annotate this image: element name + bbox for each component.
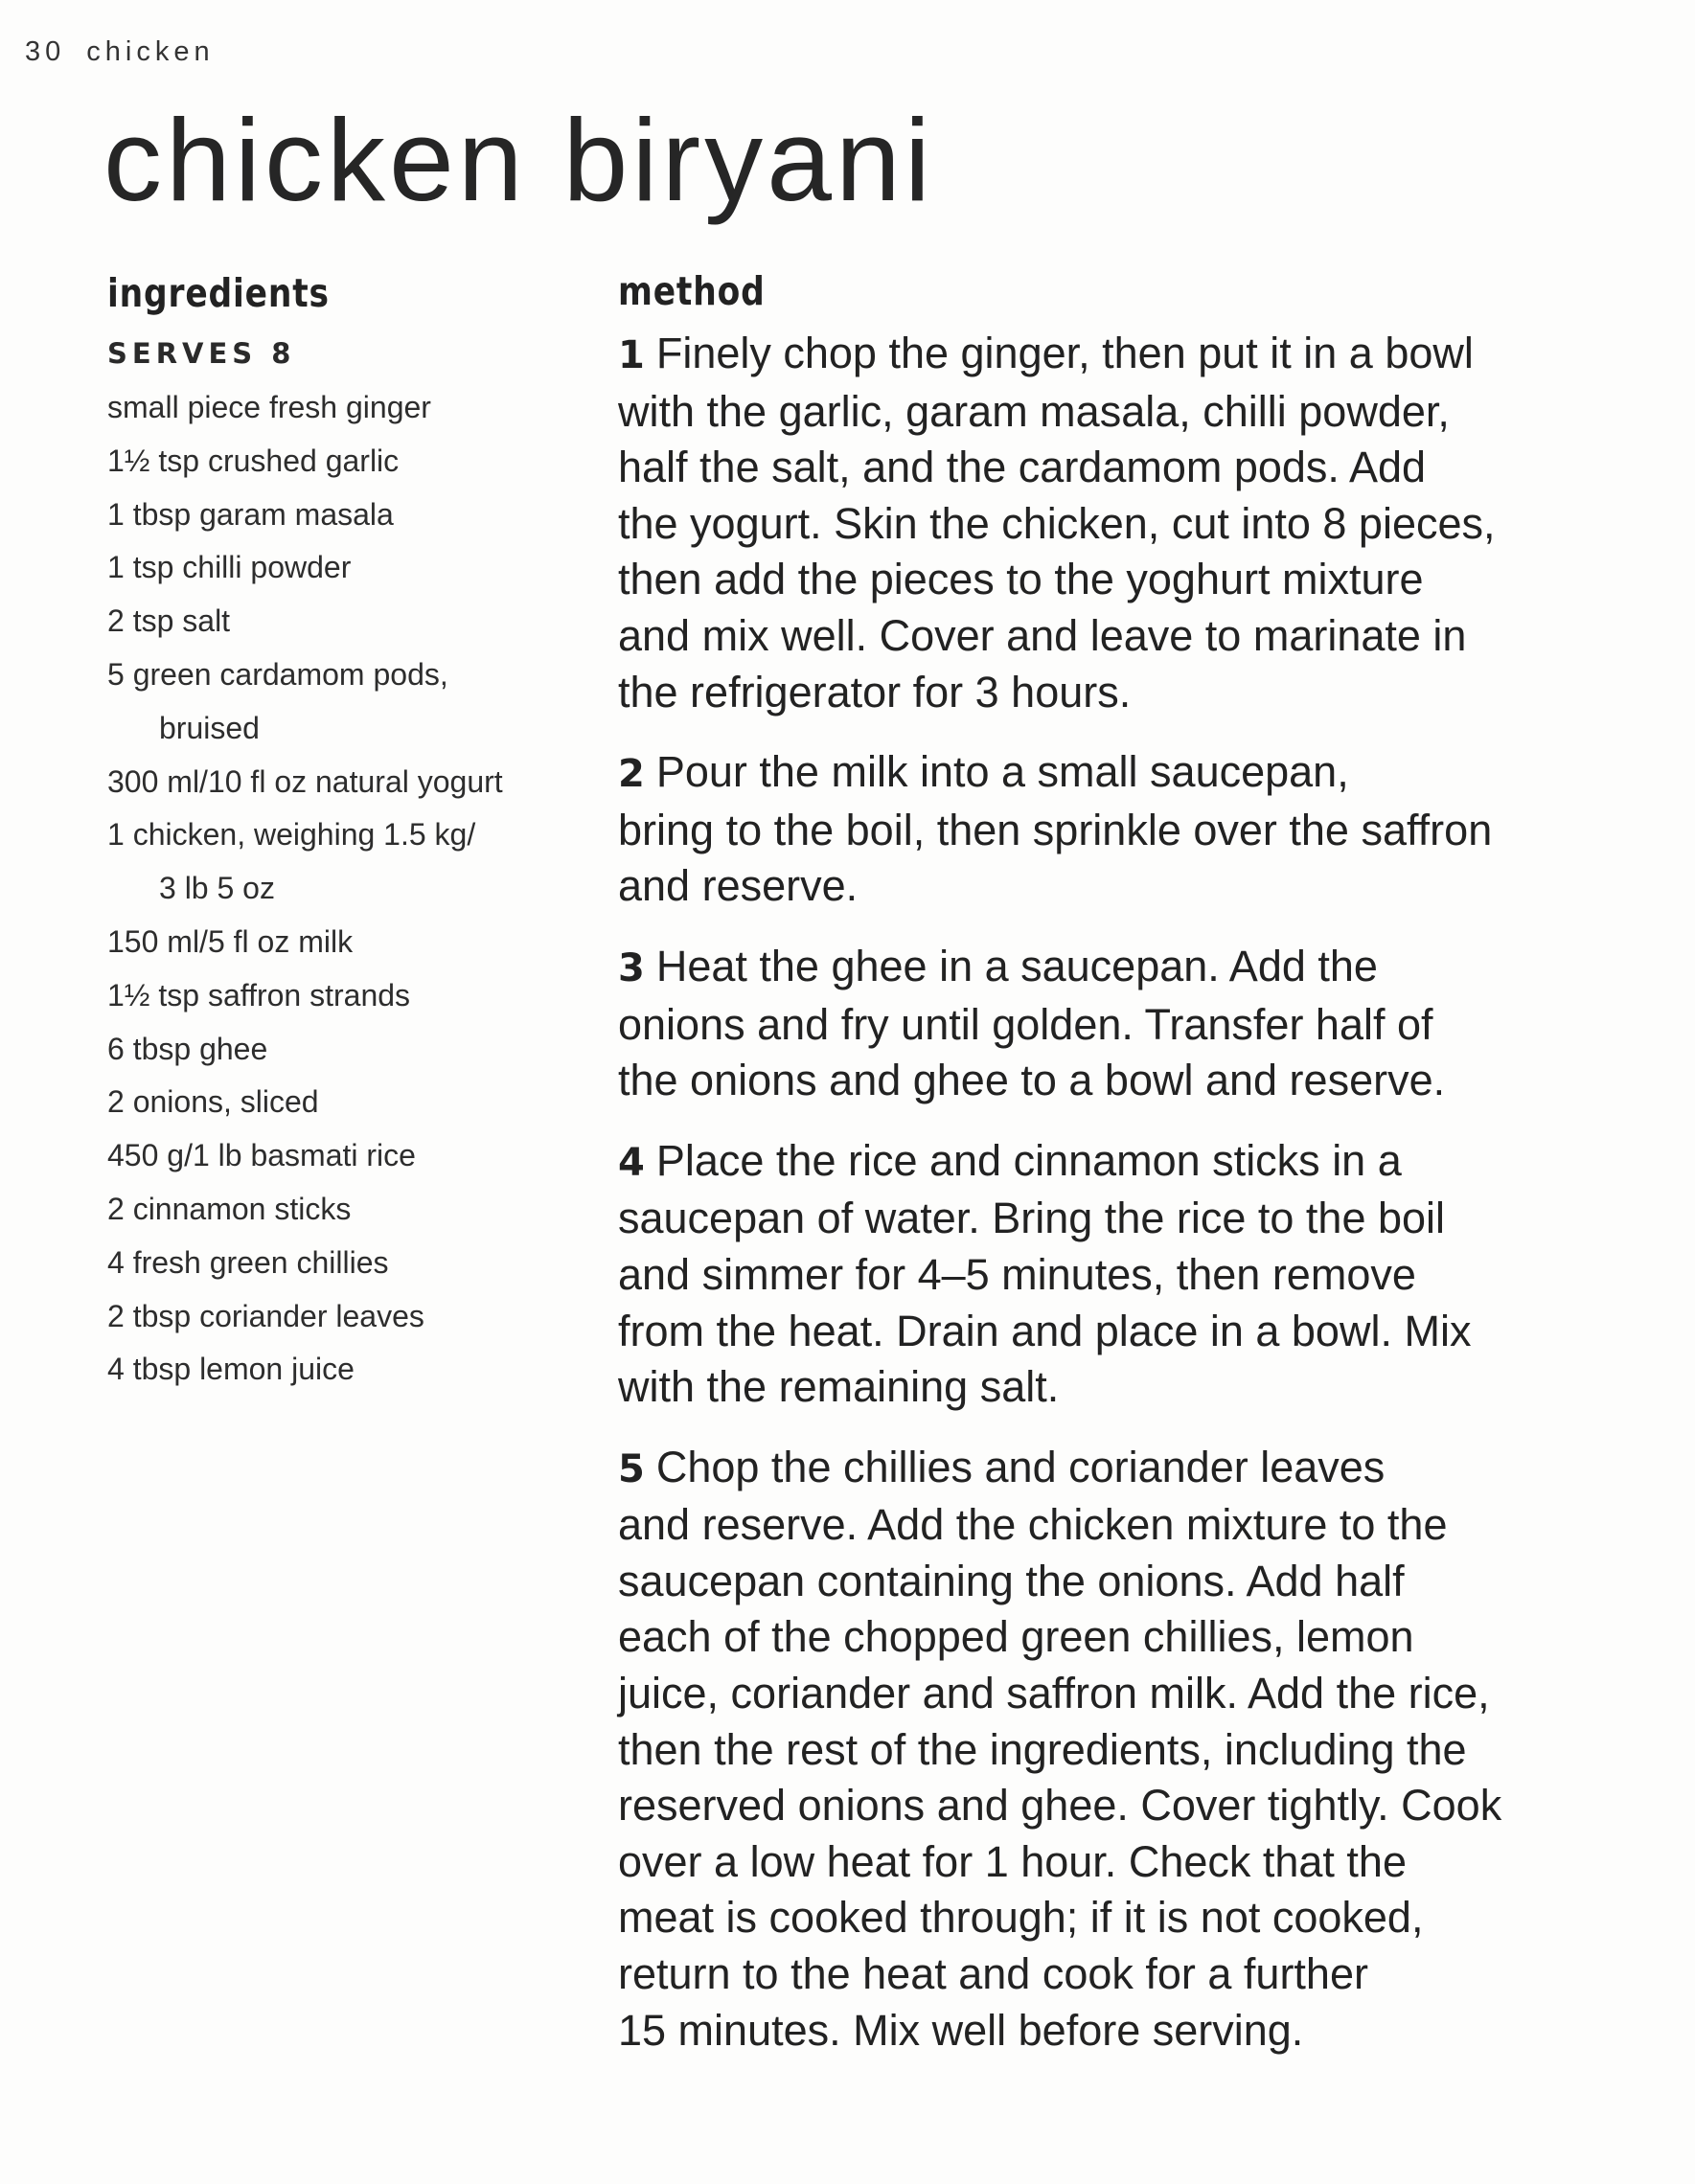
ingredient-item bbox=[107, 381, 558, 435]
step-text-line: Place the rice and cinnamon sticks in a bbox=[655, 1135, 1402, 1185]
step-text-line: and mix well. Cover and leave to marinate in bbox=[618, 610, 1467, 660]
ingredient-item bbox=[107, 1129, 558, 1183]
step-number: 3 bbox=[618, 945, 645, 990]
step-text-line: the yogurt. Skin the chicken, cut into 8 pieces, bbox=[618, 498, 1496, 548]
ingredient-text: 2 tsp salt bbox=[107, 603, 231, 639]
step-text-line: then the rest of the ingredients, including the bbox=[618, 1724, 1467, 1774]
ingredient-text: 6 tbsp ghee bbox=[107, 1031, 268, 1066]
step-text-line: with the remaining salt. bbox=[618, 1362, 1060, 1412]
ingredient-text: 1 tbsp garam masala bbox=[107, 496, 394, 532]
step-text-line: Chop the chillies and coriander leaves bbox=[655, 1442, 1386, 1491]
ingredient-item bbox=[107, 1076, 558, 1129]
ingredient-text: 2 tbsp coriander leaves bbox=[107, 1298, 424, 1333]
step-text-line: from the heat. Drain and place in a bowl. Mix bbox=[618, 1306, 1472, 1355]
ingredient-text: 4 tbsp lemon juice bbox=[107, 1352, 355, 1387]
ingredient-text-continued: 3 lb 5 oz bbox=[159, 871, 275, 906]
method-column bbox=[618, 268, 1576, 2082]
step-number: 5 bbox=[618, 1446, 645, 1491]
method-step bbox=[618, 744, 1576, 915]
step-text-line: half the salt, and the cardamom pods. Add bbox=[618, 443, 1427, 492]
step-text-line: and reserve. bbox=[618, 861, 859, 911]
step-text-line: return to the heat and cook for a further bbox=[618, 1949, 1368, 1999]
step-text-line: onions and fry until golden. Transfer half of bbox=[618, 999, 1433, 1049]
ingredient-item bbox=[107, 1183, 558, 1237]
step-number: 1 bbox=[618, 333, 645, 377]
page-number: 30 bbox=[25, 36, 66, 67]
step-text-line: then add the pieces to the yoghurt mixture bbox=[618, 555, 1424, 604]
ingredient-text: 300 ml/10 fl oz natural yogurt bbox=[107, 763, 503, 799]
step-number: 2 bbox=[618, 752, 645, 797]
ingredient-item bbox=[107, 808, 558, 916]
running-header bbox=[25, 36, 215, 68]
step-text-line: saucepan containing the onions. Add half bbox=[618, 1556, 1405, 1605]
ingredient-text-continued: bruised bbox=[159, 710, 260, 745]
section-name: chicken bbox=[86, 36, 215, 67]
step-number: 4 bbox=[618, 1140, 645, 1185]
ingredient-text: 450 g/1 lb basmati rice bbox=[107, 1138, 416, 1173]
step-text-line: the onions and ghee to a bowl and reserve. bbox=[618, 1056, 1446, 1105]
ingredient-text: 1 tsp chilli powder bbox=[107, 550, 352, 585]
step-text-line: with the garlic, garam masala, chilli powder, bbox=[618, 386, 1450, 436]
ingredient-item bbox=[107, 648, 558, 756]
method-heading: method bbox=[618, 268, 766, 314]
step-text-line: Pour the milk into a small saucepan, bbox=[655, 747, 1349, 797]
ingredient-text: 1½ tsp saffron strands bbox=[107, 977, 411, 1012]
ingredient-item bbox=[107, 1237, 558, 1290]
step-text-line: Heat the ghee in a saucepan. Add the bbox=[655, 941, 1378, 990]
step-text-line: over a low heat for 1 hour. Check that the bbox=[618, 1836, 1407, 1886]
step-text-line: and reserve. Add the chicken mixture to the bbox=[618, 1500, 1448, 1550]
step-text-line: meat is cooked through; if it is not cooked, bbox=[618, 1893, 1424, 1943]
ingredient-item bbox=[107, 756, 558, 809]
ingredient-item bbox=[107, 435, 558, 489]
serves-label: SERVES 8 bbox=[107, 337, 296, 370]
method-step bbox=[618, 326, 1576, 720]
step-text-line: bring to the boil, then sprinkle over the saffron bbox=[618, 805, 1493, 854]
ingredients-heading: ingredients bbox=[107, 270, 330, 316]
method-step bbox=[618, 939, 1576, 1109]
recipe-title: chicken biryani bbox=[103, 95, 934, 225]
ingredient-item bbox=[107, 916, 558, 969]
ingredients-column bbox=[107, 270, 558, 1397]
ingredient-text: 2 cinnamon sticks bbox=[107, 1191, 352, 1226]
ingredient-item bbox=[107, 595, 558, 648]
ingredient-item bbox=[107, 541, 558, 595]
step-text-line: saucepan of water. Bring the rice to the boil bbox=[618, 1194, 1446, 1243]
ingredient-item bbox=[107, 1343, 558, 1397]
ingredient-list bbox=[107, 381, 558, 1397]
ingredient-text: 1 chicken, weighing 1.5 kg/ bbox=[107, 817, 476, 853]
method-steps bbox=[618, 326, 1576, 2059]
ingredient-item bbox=[107, 1023, 558, 1077]
step-text-line: and simmer for 4–5 minutes, then remove bbox=[618, 1249, 1416, 1299]
step-text-line: each of the chopped green chillies, lemon bbox=[618, 1612, 1414, 1662]
ingredient-text: 4 fresh green chillies bbox=[107, 1244, 389, 1280]
method-step bbox=[618, 1133, 1576, 1416]
step-text-line: Finely chop the ginger, then put it in a bowl bbox=[655, 329, 1474, 377]
ingredient-item bbox=[107, 969, 558, 1023]
ingredient-text: 5 green cardamom pods, bbox=[107, 656, 448, 692]
ingredient-text: 1½ tsp crushed garlic bbox=[107, 443, 400, 478]
ingredient-text: 2 onions, sliced bbox=[107, 1084, 319, 1120]
ingredient-item bbox=[107, 1290, 558, 1344]
ingredient-item bbox=[107, 489, 558, 542]
ingredient-text: 150 ml/5 fl oz milk bbox=[107, 923, 354, 959]
step-text-line: juice, coriander and saffron milk. Add the rice, bbox=[618, 1669, 1490, 1718]
step-text-line: 15 minutes. Mix well before serving. bbox=[618, 2005, 1304, 2055]
step-text-line: reserved onions and ghee. Cover tightly. Cook bbox=[618, 1781, 1502, 1831]
ingredient-text: small piece fresh ginger bbox=[107, 390, 431, 424]
method-step bbox=[618, 1440, 1576, 2059]
step-text-line: the refrigerator for 3 hours. bbox=[618, 667, 1132, 717]
